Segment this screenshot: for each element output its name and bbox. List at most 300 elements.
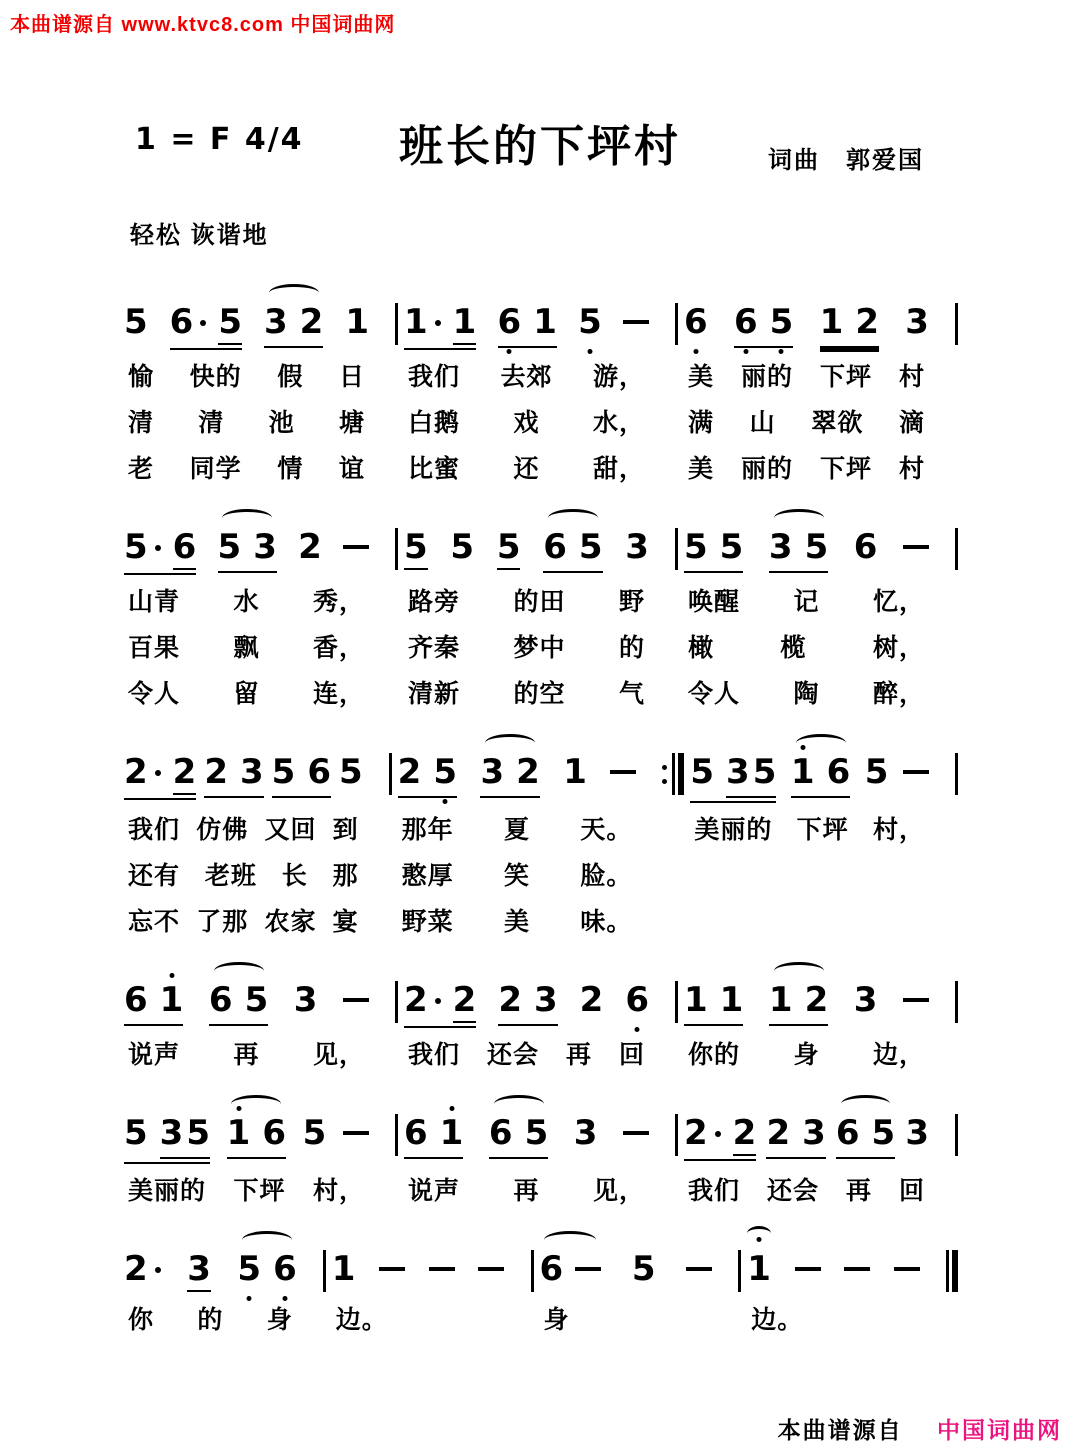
notes-row [118, 510, 958, 575]
note [855, 303, 879, 343]
note [865, 753, 889, 793]
note [827, 753, 851, 793]
lyric-syllable: 谊 [338, 455, 365, 483]
note [580, 981, 604, 1021]
note [684, 1114, 721, 1154]
note-digit: 6 [625, 980, 649, 1020]
lyrics-measure [741, 1302, 946, 1339]
lyrics-measure [398, 676, 675, 713]
composer-credit: 词曲 郭爱国 [768, 147, 924, 174]
lyric-syllable: 再 [565, 1041, 592, 1069]
note [579, 528, 603, 568]
slur-group [218, 528, 277, 573]
note [820, 303, 844, 343]
lyrics-measure [678, 405, 955, 442]
lyric-syllable: 老班 [204, 862, 257, 890]
lyric-syllable: 的 [197, 1306, 224, 1334]
measure [326, 1250, 531, 1290]
lyrics-measure [398, 451, 675, 488]
note-digit: 5 [124, 302, 148, 342]
bar-spacer [955, 676, 958, 713]
barline [955, 1114, 958, 1156]
beam-group [726, 753, 776, 798]
note [720, 528, 744, 568]
note-digit: 5 [433, 752, 458, 792]
beam-group [398, 753, 457, 798]
note [854, 981, 878, 1021]
note-digit: 5 [578, 302, 602, 342]
lyric-syllable: 梦中 [513, 634, 566, 662]
note-digit: 5 [752, 752, 777, 792]
bar-spacer [955, 630, 958, 667]
lyric-syllable: 陶 [793, 680, 820, 708]
lyric-syllable: 说声 [128, 1041, 181, 1069]
note-digit: 6 [543, 527, 567, 567]
bar-spacer [955, 359, 958, 396]
fermata-dot [757, 1237, 762, 1242]
lyric-syllable: 再 [845, 1177, 872, 1205]
measure [118, 981, 395, 1026]
measure [392, 753, 663, 798]
octave-dot-low [247, 1296, 252, 1301]
lyric-syllable: 池 [268, 409, 295, 437]
note-digit: 3 [240, 752, 264, 792]
lyric-syllable: 清 [198, 409, 225, 437]
beam-group [690, 753, 776, 803]
note-digit: 1 [819, 302, 844, 342]
lyric-syllable: 白鹅 [408, 409, 461, 437]
note [124, 981, 148, 1021]
note [766, 1114, 790, 1154]
note-digit: 5 [217, 527, 242, 567]
note-digit: 2 [298, 527, 322, 567]
lyric-syllable: 村， [873, 816, 926, 844]
beam-group [734, 303, 793, 348]
measure [118, 528, 395, 575]
note-digit: 6 [404, 1113, 428, 1153]
lyrics-measure [398, 584, 675, 621]
bar-spacer [946, 1302, 958, 1339]
note-digit: 6 [826, 752, 851, 792]
note-digit: 1 [533, 302, 557, 342]
lyric-syllable: 记 [793, 588, 820, 616]
note-digit: 2 [732, 1113, 757, 1153]
lyrics-row [118, 676, 958, 713]
beam-group [204, 753, 263, 798]
duration-dot [715, 1131, 721, 1137]
notes-row [118, 1096, 958, 1164]
measure [398, 303, 675, 350]
note [453, 303, 477, 345]
lyrics-measure [392, 904, 663, 941]
lyrics-measure [678, 1037, 955, 1074]
dash [379, 1267, 405, 1271]
repeat-dot [662, 779, 667, 784]
note-digit: 5 [871, 1113, 896, 1153]
note-digit: 3 [534, 980, 558, 1020]
note-digit: 5 [864, 752, 889, 792]
lyrics-measure [684, 812, 955, 849]
measure [118, 1114, 395, 1164]
score-system [118, 510, 958, 713]
note [726, 753, 750, 793]
note [805, 528, 829, 568]
note [497, 528, 521, 570]
note [753, 753, 777, 793]
note [690, 753, 714, 793]
note [769, 981, 793, 1021]
lyric-syllable: 滴 [898, 409, 925, 437]
note [173, 528, 197, 570]
note-digit: 5 [302, 1113, 327, 1153]
lyric-syllable: 丽的 [740, 363, 793, 391]
lyrics-measure [392, 812, 663, 849]
bar-spacer [955, 405, 958, 442]
lyrics-row [118, 1302, 958, 1339]
note [404, 303, 441, 343]
note-digit: 5 [186, 1113, 211, 1153]
lyric-syllable: 我们 [688, 1177, 741, 1205]
note-digit: 5 [124, 527, 148, 567]
dash [903, 545, 929, 549]
measure [678, 1114, 955, 1161]
note [805, 981, 829, 1021]
note-digit: 3 [293, 980, 318, 1020]
bottom-watermark [778, 1412, 1062, 1445]
note-digit: 1 [331, 1249, 356, 1289]
lyric-syllable: 丽的 [740, 455, 793, 483]
lyric-syllable: 翠欲 [811, 409, 864, 437]
note-digit: 3 [905, 302, 929, 342]
note-digit: 5 [218, 302, 242, 342]
lyrics-row [118, 858, 958, 895]
top-watermark: 本曲谱源自 www.ktvc8.com 中国词曲网 [10, 14, 396, 36]
lyrics-measure [118, 584, 395, 621]
lyric-syllable: 了那 [196, 908, 249, 936]
lyric-syllable: 唤醒 [688, 588, 741, 616]
note-digit: 1 [768, 980, 793, 1020]
note [398, 753, 422, 793]
lyric-syllable: 清新 [408, 680, 461, 708]
note [498, 981, 522, 1021]
note [404, 528, 428, 570]
lyrics-measure [398, 630, 675, 667]
beam-group [160, 1114, 210, 1159]
lyric-syllable: 见， [592, 1177, 645, 1205]
bar-spacer [955, 1037, 958, 1074]
note [262, 1114, 286, 1154]
note [209, 981, 233, 1021]
lyrics-measure [118, 630, 395, 667]
dash [610, 770, 636, 774]
note-digit: 1 [226, 1113, 251, 1153]
slur-group [237, 1250, 296, 1293]
note [854, 528, 878, 568]
note [294, 981, 318, 1021]
lyric-syllable: 愉 [128, 363, 155, 391]
score-system [118, 1232, 958, 1339]
lyric-syllable: 美 [688, 455, 715, 483]
note [632, 1250, 656, 1290]
tempo-marking: 轻松 诙谐地 [130, 222, 269, 249]
note [307, 753, 331, 793]
note-digit: 3 [159, 1113, 184, 1153]
note-digit: 1 [790, 752, 815, 792]
lyric-syllable: 清 [128, 409, 155, 437]
note [124, 1250, 161, 1290]
note-digit: 5 [404, 527, 428, 567]
lyrics-row [118, 630, 958, 667]
note [578, 303, 602, 343]
note-digit: 1 [563, 752, 587, 792]
note [480, 753, 504, 793]
lyrics-measure [678, 359, 955, 396]
note-digit: 2 [172, 752, 197, 792]
note [625, 981, 649, 1021]
note [453, 981, 477, 1023]
note [237, 1250, 261, 1290]
lyric-syllable: 我们 [408, 363, 461, 391]
note-digit: 1 [747, 1249, 771, 1289]
slur-group [791, 753, 850, 798]
note-digit: 2 [498, 980, 522, 1020]
score [118, 285, 958, 1361]
note-digit: 2 [452, 980, 477, 1020]
lyrics-row [118, 451, 958, 488]
lyric-syllable: 你的 [688, 1041, 741, 1069]
lyrics-measure [118, 676, 395, 713]
lyrics-measure [678, 630, 955, 667]
note [160, 981, 184, 1021]
lyric-syllable: 假 [277, 363, 304, 391]
lyrics-measure [392, 858, 663, 895]
lyrics-row [118, 1173, 958, 1210]
lyric-syllable: 到 [332, 816, 359, 844]
note [303, 1114, 327, 1154]
note-digit: 5 [338, 752, 363, 792]
duration-dot [435, 998, 441, 1004]
bar-spacer [955, 1173, 958, 1210]
slur-group [480, 753, 539, 798]
bottom-watermark-prefix: 本曲谱源自 [777, 1417, 903, 1443]
lyric-syllable: 还 [513, 455, 540, 483]
octave-dot-low [587, 349, 592, 354]
note-digit: 5 [719, 527, 744, 567]
note-digit: 3 [263, 302, 288, 342]
note-digit: 3 [802, 1113, 826, 1153]
lyric-syllable: 那年 [401, 816, 454, 844]
beam-group [498, 303, 557, 348]
note-digit: 6 [208, 980, 233, 1020]
lyrics-row [118, 405, 958, 442]
bar-spacer [955, 451, 958, 488]
note [525, 1114, 549, 1154]
lyric-syllable: 下坪 [796, 816, 849, 844]
measure [398, 981, 675, 1028]
lyric-syllable: 身 [266, 1306, 293, 1334]
note-digit: 2 [804, 980, 829, 1020]
lyric-syllable: 连， [312, 680, 365, 708]
bar-spacer [662, 904, 684, 941]
lyric-syllable: 下坪 [233, 1177, 286, 1205]
lyrics-measure [118, 1037, 395, 1074]
lyric-syllable: 还会 [766, 1177, 819, 1205]
note-digit: 6 [307, 752, 331, 792]
lyric-syllable: 村， [312, 1177, 365, 1205]
bar-spacer [955, 904, 958, 941]
beam-group [124, 981, 183, 1026]
note [332, 1250, 356, 1290]
note-digit: 2 [516, 752, 540, 792]
lyric-syllable: 山青 [128, 588, 181, 616]
lyric-syllable: 甜， [592, 455, 645, 483]
lyric-syllable: 百果 [128, 634, 181, 662]
beam-group [498, 981, 557, 1026]
note-digit: 1 [404, 302, 428, 342]
note [540, 1250, 564, 1290]
lyric-syllable: 野 [618, 588, 645, 616]
note [905, 303, 929, 343]
note [345, 303, 369, 343]
beam-group [124, 753, 196, 800]
note-digit: 2 [299, 302, 324, 342]
note [240, 753, 264, 793]
lyrics-measure [118, 451, 395, 488]
lyrics-measure [534, 1302, 739, 1339]
lyric-syllable: 美丽的 [128, 1177, 207, 1205]
note-digit: 6 [853, 527, 878, 567]
note-digit: 1 [719, 980, 744, 1020]
lyric-syllable: 那 [332, 862, 359, 890]
lyric-syllable: 树， [872, 634, 925, 662]
note [498, 303, 522, 343]
note [625, 528, 649, 568]
note-digit: 3 [768, 527, 793, 567]
lyric-syllable: 回 [618, 1041, 645, 1069]
duration-dot [155, 545, 161, 551]
beam-group [170, 303, 242, 350]
octave-dot-high [169, 973, 174, 978]
lyrics-measure [398, 405, 675, 442]
score-system [118, 285, 958, 488]
lyrics-row [118, 584, 958, 621]
slur-group [489, 1114, 548, 1159]
repeat-dot [662, 765, 667, 770]
lyrics-measure [678, 584, 955, 621]
note [124, 528, 161, 568]
note-digit: 3 [625, 527, 649, 567]
lyric-syllable: 再 [513, 1177, 540, 1205]
beam-group [404, 981, 476, 1028]
beam-group [684, 1114, 756, 1161]
dash [686, 1267, 712, 1271]
octave-dot-low [779, 349, 784, 354]
note [245, 981, 269, 1021]
lyrics-measure [118, 1302, 323, 1339]
lyrics-measure [684, 904, 955, 941]
note-digit: 5 [271, 752, 296, 792]
note-digit: 2 [855, 302, 879, 342]
score-system [118, 735, 958, 941]
lyric-syllable: 齐秦 [408, 634, 461, 662]
final-barline [946, 1250, 958, 1292]
note [802, 1114, 826, 1154]
lyrics-measure [398, 1173, 675, 1210]
note [747, 1250, 771, 1290]
lyric-syllable: 美丽的 [694, 816, 773, 844]
lyric-syllable: 还有 [128, 862, 181, 890]
note [733, 1114, 757, 1156]
note-digit: 6 [539, 1249, 564, 1289]
lyric-syllable: 令人 [688, 680, 741, 708]
dash [795, 1267, 821, 1271]
note [339, 753, 363, 793]
dash [343, 545, 369, 549]
note-digit: 3 [726, 752, 750, 792]
lyrics-measure [398, 359, 675, 396]
notes-row [118, 285, 958, 350]
lyric-syllable: 仿佛 [196, 816, 249, 844]
lyric-syllable: 情 [277, 455, 304, 483]
lyrics-measure [118, 1173, 395, 1210]
lyrics-row [118, 1037, 958, 1074]
score-system [118, 1096, 958, 1210]
note [300, 303, 324, 343]
lyric-syllable: 去郊 [500, 363, 553, 391]
measure [534, 1250, 739, 1293]
notes-row [118, 1232, 958, 1293]
note-digit: 5 [769, 302, 794, 342]
note-digit: 5 [631, 1249, 656, 1289]
lyric-syllable: 的田 [513, 588, 566, 616]
note [124, 1114, 148, 1154]
barline [955, 753, 958, 795]
note-digit: 6 [835, 1113, 860, 1153]
measure [118, 1250, 323, 1293]
lyric-syllable: 老 [128, 455, 155, 483]
note [187, 1250, 211, 1292]
beam-group [684, 528, 743, 573]
beam-group [820, 303, 879, 348]
note [404, 981, 441, 1021]
note [516, 753, 540, 793]
slur-group [540, 1250, 602, 1293]
barline-thick [952, 1250, 958, 1292]
lyric-syllable: 脸。 [580, 862, 633, 890]
lyric-syllable: 村 [898, 455, 925, 483]
lyric-syllable: 天。 [580, 816, 633, 844]
score-system [118, 963, 958, 1074]
lyric-syllable: 下坪 [819, 455, 872, 483]
beam-group [272, 753, 331, 798]
octave-dot-low [507, 349, 512, 354]
slur-group [769, 981, 828, 1026]
lyric-syllable: 的空 [513, 680, 566, 708]
lyrics-measure [118, 904, 389, 941]
note-digit: 2 [404, 980, 428, 1020]
note-digit: 3 [187, 1249, 211, 1289]
octave-dot-low [443, 799, 448, 804]
lyric-syllable: 我们 [408, 1041, 461, 1069]
bar-spacer [955, 812, 958, 849]
notes-row [118, 963, 958, 1028]
measure [398, 528, 675, 573]
bar-spacer [662, 812, 684, 849]
note [791, 753, 815, 793]
note-digit: 5 [684, 527, 708, 567]
note [534, 981, 558, 1021]
lyric-syllable: 下坪 [819, 363, 872, 391]
